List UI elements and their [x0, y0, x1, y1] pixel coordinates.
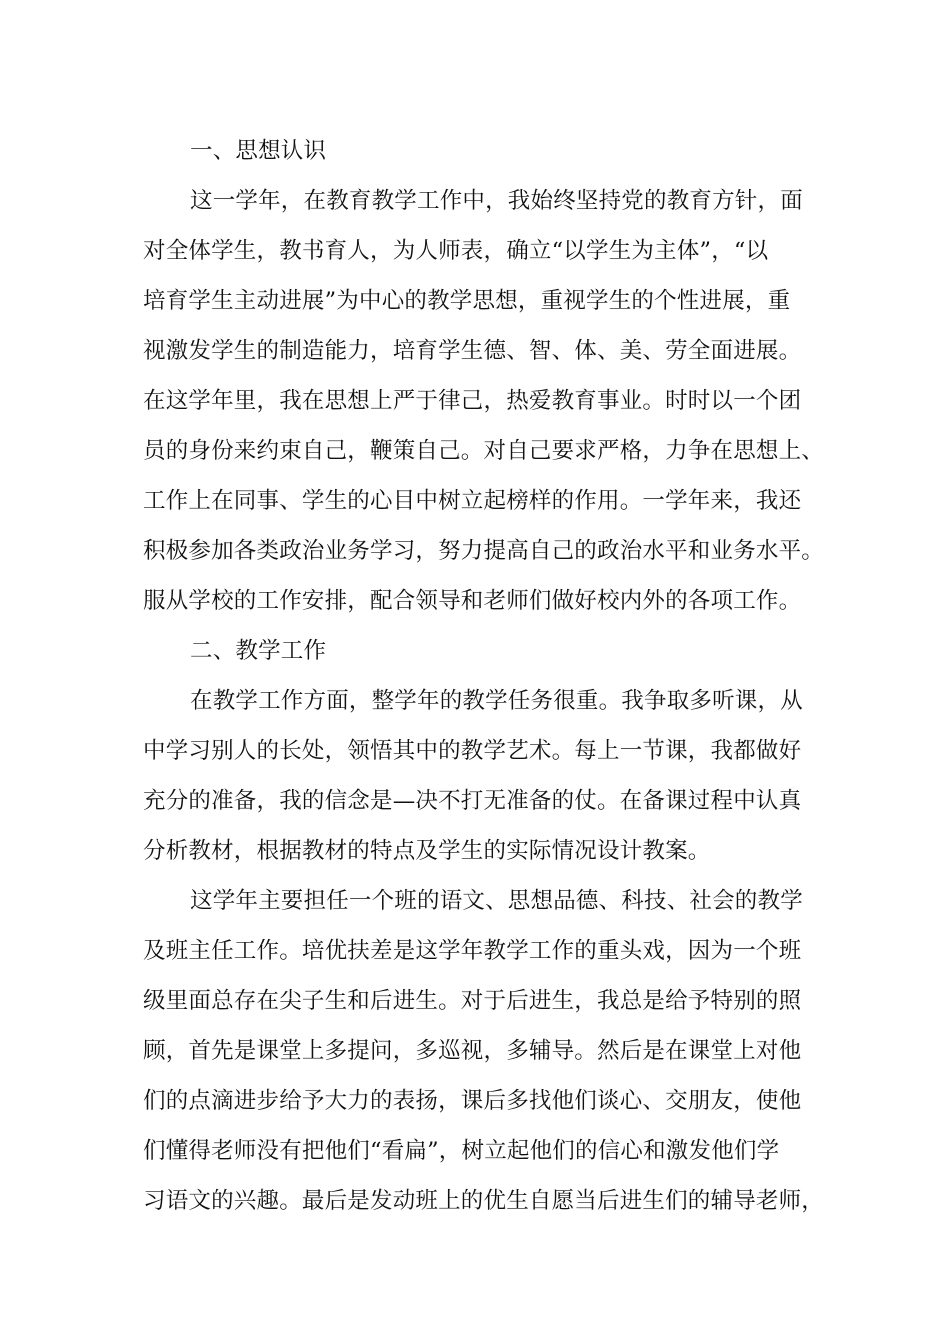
text-line: 培育学生主动进展”为中心的教学思想，重视学生的个性进展，重 — [143, 288, 791, 314]
text-line: 充分的准备，我的信念是—决不打无准备的仗。在备课过程中认真 — [143, 788, 802, 814]
text-line: 习语文的兴趣。最后是发动班上的优生自愿当后进生们的辅导老师， — [143, 1188, 825, 1214]
text-line: 这学年主要担任一个班的语文、思想品德、科技、社会的教学 — [190, 888, 803, 914]
text-line: 们的点滴进步给予大力的表扬，课后多找他们谈心、交朋友，使他 — [143, 1088, 802, 1114]
text-line: 积极参加各类政治业务学习，努力提高自己的政治水平和业务水平。 — [143, 538, 825, 564]
text-line: 及班主任工作。培优扶差是这学年教学工作的重头戏，因为一个班 — [143, 938, 802, 964]
text-line: 顾，首先是课堂上多提问，多巡视，多辅导。然后是在课堂上对他 — [143, 1038, 802, 1064]
text-line: 中学习别人的长处，领悟其中的教学艺术。每上一节课，我都做好 — [143, 738, 802, 764]
text-line: 级里面总存在尖子生和后进生。对于后进生，我总是给予特别的照 — [143, 988, 802, 1014]
text-line: 这一学年，在教育教学工作中，我始终坚持党的教育方针，面 — [190, 188, 803, 214]
text-line: 视激发学生的制造能力，培育学生德、智、体、美、劳全面进展。 — [143, 338, 802, 364]
section-heading-1: 一、思想认识 — [190, 138, 327, 164]
text-line: 分析教材，根据教材的特点及学生的实际情况设计教案。 — [143, 838, 711, 864]
text-line: 员的身份来约束自己，鞭策自己。对自己要求严格，力争在思想上、 — [143, 438, 825, 464]
text-line: 工作上在同事、学生的心目中树立起榜样的作用。一学年来，我还 — [143, 488, 802, 514]
text-line: 服从学校的工作安排，配合领导和老师们做好校内外的各项工作。 — [143, 588, 802, 614]
section-heading-2: 二、教学工作 — [190, 638, 327, 664]
text-line: 对全体学生，教书育人，为人师表，确立“以学生为主体”，“以 — [143, 238, 769, 264]
text-line: 在教学工作方面，整学年的教学任务很重。我争取多听课，从 — [190, 688, 803, 714]
text-line: 们懂得老师没有把他们“看扁”，树立起他们的信心和激发他们学 — [143, 1138, 780, 1164]
text-line: 在这学年里，我在思想上严于律己，热爱教育事业。时时以一个团 — [143, 388, 802, 414]
